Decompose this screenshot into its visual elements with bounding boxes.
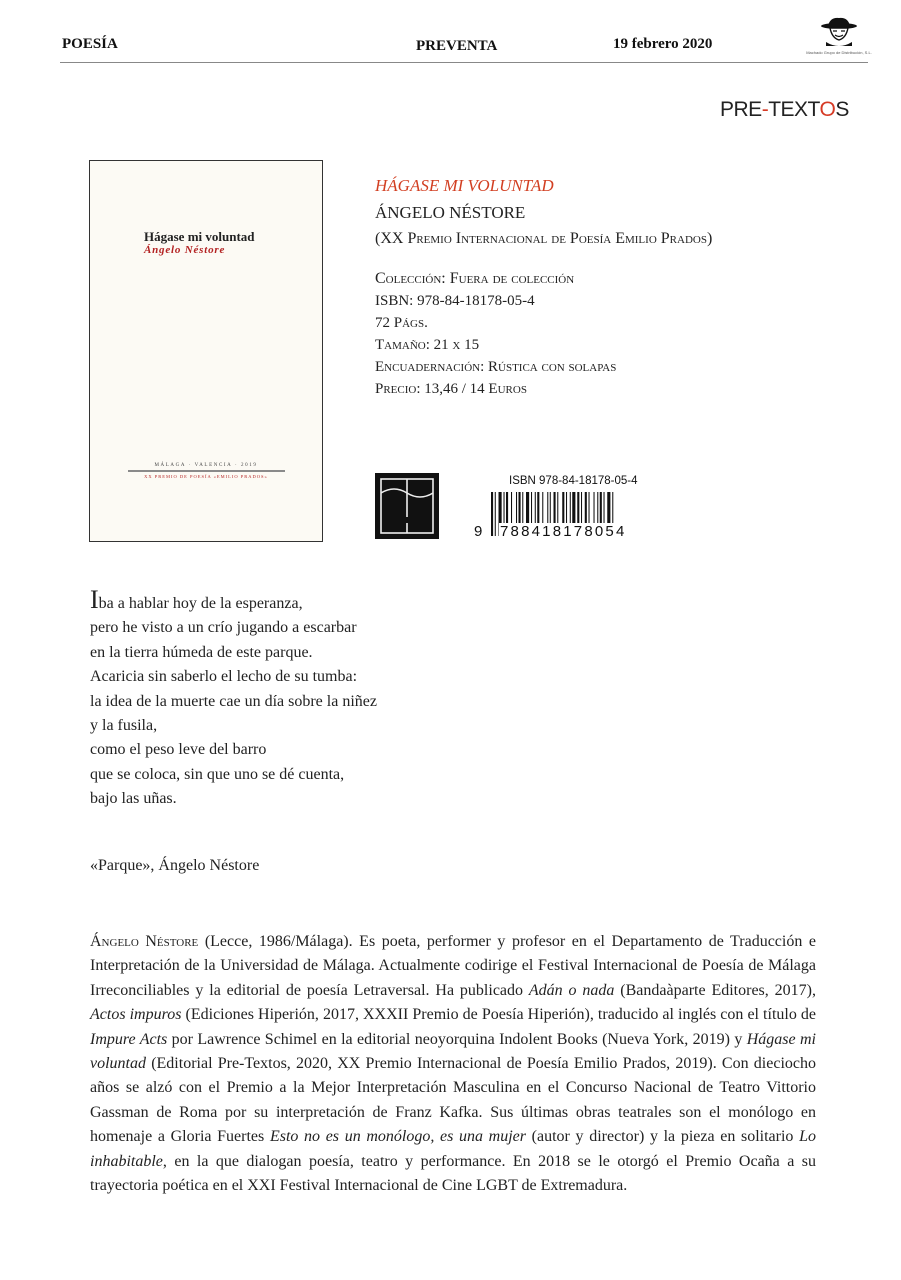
book-binding: Encuadernación: Rústica con solapas: [375, 359, 617, 375]
author-bio: [90, 930, 816, 1198]
bio-work-title: Impure Acts: [90, 1030, 168, 1048]
brand-o: O: [819, 98, 836, 121]
brand-text-b: S: [835, 98, 849, 121]
poem-first-line: ba a hablar hoy de la esperanza,: [98, 595, 303, 612]
book-prize: (XX Premio Internacional de Poesía Emilio Prados): [375, 230, 713, 247]
bio-text: , en la que dialogan poesía, teatro y performance. En 2018 se le otorgó el Premio Ocaña a su trayectoria poética en el XXI Festival Internacional de Cine LGBT de Extremadura.: [90, 1152, 816, 1195]
publisher-logo: [720, 98, 849, 122]
barcode-first-digit: 9: [474, 523, 483, 540]
barcode-bar: [495, 492, 496, 536]
book-size: Tamaño: 21 x 15: [375, 337, 480, 353]
poem-line: [90, 585, 377, 616]
brand-text-a: TEXT: [768, 98, 820, 121]
poem-line: la idea de la muerte cae un día sobre la niñez: [90, 692, 377, 710]
cover-footer-place: MÁLAGA · VALENCIA · 2019: [154, 463, 258, 468]
cover-title: Hágase mi voluntad: [144, 229, 255, 244]
poem-credit: «Parque», Ángelo Néstore: [90, 857, 260, 874]
bio-text: (Editorial Pre-Textos, 2020, XX Premio Internacional de Poesía Emilio Prados, 2019). Con dieciocho años se alzó con el Premio a la Mejor Interpretación Masculina en el Concurso Nacional de Teatro Vittorio Gassman de Roma por su interpretación de Franz Kafka. Sus últimas obras teatrales son el monólogo en homenaje a Gloria Fuertes: [90, 1055, 816, 1146]
poem-line: bajo las uñas.: [90, 790, 177, 808]
distributor-hat-icon: [806, 16, 872, 50]
bio-work-title: Lo inhabitable: [90, 1128, 817, 1170]
bio-text: (Ediciones Hiperión, 2017, XXXII Premio de Poesía Hiperión), traducido al inglés con el título de: [181, 1006, 816, 1024]
bio-text: (Bandaàparte Editores, 2017),: [614, 981, 816, 999]
cover-author: Ángelo Néstore: [144, 244, 226, 256]
poem: [90, 585, 377, 812]
poem-line: pero he visto a un crío jugando a escarbar: [90, 619, 357, 637]
barcode-label: ISBN 978-84-18178-05-4: [509, 475, 638, 487]
poem-line: que se coloca, sin que uno se dé cuenta,: [90, 765, 345, 783]
distributor-caption: Machado Grupo de Distribución, S.L.: [806, 50, 872, 55]
header-divider: [60, 62, 868, 63]
brand-dash: -: [761, 98, 769, 121]
book-collection: Colección: Fuera de colección: [375, 270, 575, 287]
book-title: HÁGASE MI VOLUNTAD: [375, 176, 554, 195]
poem-dropcap: I: [90, 585, 99, 614]
poem-line: y la fusila,: [90, 717, 158, 735]
book-pages: 72 Págs.: [375, 315, 428, 331]
bio-author-name: Ángelo Néstore: [90, 933, 199, 950]
barcode-digits: 788418178054: [500, 523, 627, 540]
bio-text: (Lecce, 1986/Málaga). Es poeta, performer y profesor en el Departamento de Traducción e Interpretación de la Universidad de Málaga. Actualmente codirige el Festival Internacional de Poesía de Málaga Irreconciliables y la editorial de poesía Letraversal. Ha publicado: [90, 933, 816, 999]
brand-pre: PRE: [720, 98, 762, 121]
pt-logo-icon: [375, 473, 439, 539]
book-cover: [89, 160, 323, 542]
bio-text: por Lawrence Schimel en la editorial neoyorquina Indolent Books (Nueva York, 2019) y: [167, 1030, 747, 1048]
poem-line: en la tierra húmeda de este parque.: [90, 643, 313, 661]
cover-footer-prize: XX PREMIO DE POESÍA «EMILIO PRADOS»: [144, 474, 268, 479]
book-author: ÁNGELO NÉSTORE: [375, 203, 526, 222]
book-isbn: ISBN: 978-84-18178-05-4: [375, 293, 535, 309]
book-price: Precio: 13,46 / 14 Euros: [375, 381, 527, 397]
bio-work-title: Adán o nada: [528, 981, 615, 999]
barcode-bar: [491, 492, 493, 536]
bio-work-title: Hágase mi voluntad: [90, 1030, 817, 1073]
bio-text: (autor y director) y la pieza en solitario: [526, 1128, 800, 1146]
date-label: 19 febrero 2020: [613, 36, 713, 52]
genre-label: POESÍA: [62, 36, 118, 52]
bio-work-title: Esto no es un monólogo, es una mujer: [269, 1128, 527, 1146]
bio-work-title: Actos impuros: [90, 1006, 182, 1024]
poem-line: como el peso leve del barro: [90, 741, 267, 759]
status-label: PREVENTA: [416, 38, 498, 54]
cover-divider: [128, 470, 285, 472]
distributor-logo: [806, 16, 872, 60]
poem-line: Acaricia sin saberlo el lecho de su tumba:: [90, 668, 358, 686]
